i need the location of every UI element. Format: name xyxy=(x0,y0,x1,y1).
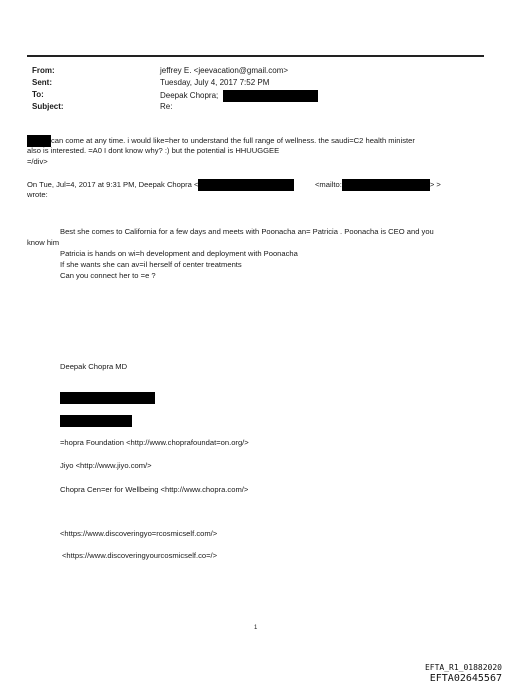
quote-mailto-end: > > xyxy=(429,180,441,189)
quote-line-2: Patricia is hands on wi=h development and deployment with Poonacha xyxy=(60,249,298,258)
sent-value: Tuesday, July 4, 2017 7:52 PM xyxy=(160,78,270,87)
quote-mailto xyxy=(315,179,441,191)
header-divider xyxy=(27,55,484,57)
redaction-block xyxy=(342,179,430,191)
redaction-block xyxy=(198,179,294,191)
to-value-text: Deepak Chopra; xyxy=(160,91,219,101)
subject-value: Re: xyxy=(160,102,173,111)
quote-intro-text: On Tue, Jul=4, 2017 at 9:31 PM, Deepak Chopra < xyxy=(27,180,199,189)
quote-line-3: If she wants she can av=il herself of center treatments xyxy=(60,260,242,269)
subject-label: Subject: xyxy=(32,102,64,111)
body-line-2: also is interested. =A0 I dont know why? :) but the potential is HHUUGGEE xyxy=(27,146,280,155)
quote-wrote: wrote: xyxy=(27,190,48,199)
quote-mailto-text: <mailto: xyxy=(315,180,342,189)
quote-line-1: Best she comes to California for a few days and meets with Poonacha an= Patricia . Poonacha is CEO and you xyxy=(60,227,434,236)
bates-id-2: EFTA02645567 xyxy=(429,673,502,684)
page-number: 1 xyxy=(254,625,258,631)
jiyo-link[interactable]: Jiyo <http://www.jiyo.com/> xyxy=(60,461,152,470)
redaction-block xyxy=(60,415,132,427)
bates-id-1: EFTA_R1_01882020 xyxy=(424,663,502,672)
cosmic-self-link-2[interactable]: <https://www.discoveringyourcosmicself.co=/> xyxy=(62,551,218,560)
sent-label: Sent: xyxy=(32,78,52,87)
signature-name: Deepak Chopra MD xyxy=(60,362,128,371)
cosmic-self-link-1[interactable]: <https://www.discoveringyo=rcosmicself.com/> xyxy=(60,529,218,538)
to-label: To: xyxy=(32,90,44,99)
redaction-block xyxy=(223,90,318,102)
body-line-1-text: can come at any time. i would like=her to understand the full range of wellness. the saudi=C2 health minister xyxy=(51,136,415,145)
from-label: From: xyxy=(32,66,55,75)
redaction-block xyxy=(60,392,155,404)
from-value: jeffrey E. <jeevacation@gmail.com> xyxy=(160,66,289,75)
quote-intro xyxy=(27,179,294,191)
quote-line-1b: know him xyxy=(27,238,60,247)
foundation-link[interactable]: =hopra Foundation <http://www.choprafoundat=on.org/> xyxy=(60,438,249,447)
to-value xyxy=(160,90,318,102)
quote-line-4: Can you connect her to =e ? xyxy=(60,271,156,280)
chopra-center-link[interactable]: Chopra Cen=er for Wellbeing <http://www.chopra.com/> xyxy=(60,485,249,494)
body-line-3: =/div> xyxy=(27,157,48,166)
